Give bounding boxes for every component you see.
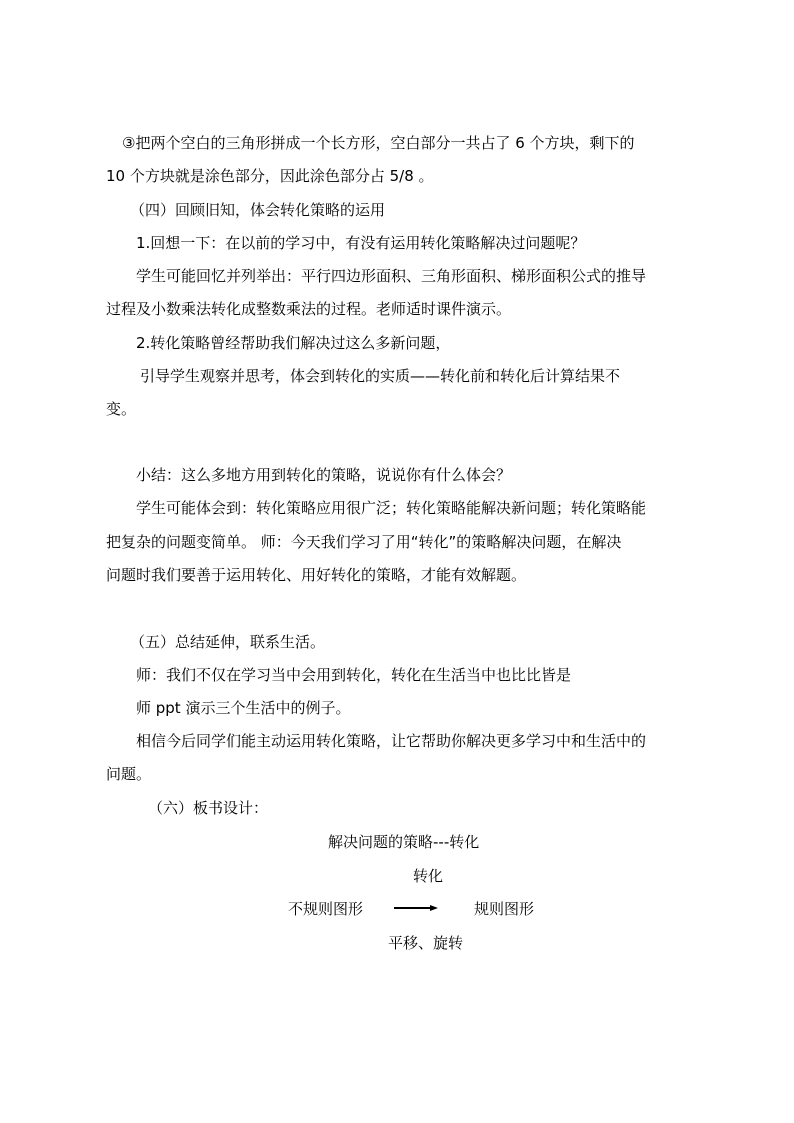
section-heading: （六）板书设计： bbox=[148, 799, 269, 817]
summary-line: 小结：这么多地方用到转化的策略，说说你有什么体会？ bbox=[136, 466, 512, 484]
paragraph-line: 过程及小数乘法转化成整数乘法的过程。老师适时课件演示。 bbox=[106, 300, 512, 318]
paragraph-line: 变。 bbox=[106, 400, 137, 418]
paragraph-line: 10 个方块就是涂色部分，因此涂色部分占 5/8 。 bbox=[106, 167, 434, 185]
board-bottom-label: 平移、旋转 bbox=[388, 934, 464, 952]
paragraph-line: 问题。 bbox=[106, 765, 152, 783]
paragraph-line: ③把两个空白的三角形拼成一个长方形，空白部分一共占了 6 个方块，剩下的 bbox=[122, 134, 635, 152]
paragraph-line: 学生可能体会到：转化策略应用很广泛；转化策略能解决新问题；转化策略能 bbox=[136, 499, 647, 517]
section-heading: （五）总结延伸，联系生活。 bbox=[130, 633, 326, 651]
paragraph-line: 师：我们不仅在学习当中会用到转化，转化在生活当中也比比皆是 bbox=[136, 666, 572, 684]
section-heading: （四）回顾旧知，体会转化策略的运用 bbox=[130, 201, 386, 219]
paragraph-line: 师 ppt 演示三个生活中的例子。 bbox=[136, 699, 351, 717]
board-left-label: 不规则图形 bbox=[288, 900, 364, 918]
board-right-label: 规则图形 bbox=[474, 900, 535, 918]
paragraph-line: 问题时我们要善于运用转化、用好转化的策略，才能有效解题。 bbox=[106, 566, 527, 584]
board-title: 解决问题的策略---转化 bbox=[328, 833, 480, 851]
question-line: 1.回想一下：在以前的学习中，有没有运用转化策略解决过问题呢？ bbox=[136, 234, 586, 252]
question-line: 2.转化策略曾经帮助我们解决过这么多新问题， bbox=[136, 334, 451, 352]
right-arrow-icon bbox=[394, 905, 438, 911]
paragraph-line: 把复杂的问题变简单。 师：今天我们学习了用“转化”的策略解决问题，在解决 bbox=[106, 533, 622, 551]
board-middle-label: 转化 bbox=[413, 867, 444, 885]
paragraph-line: 引导学生观察并思考，体会到转化的实质——转化前和转化后计算结果不 bbox=[140, 367, 621, 385]
paragraph-line: 学生可能回忆并列举出：平行四边形面积、三角形面积、梯形面积公式的推导 bbox=[136, 267, 647, 285]
paragraph-line: 相信今后同学们能主动运用转化策略，让它帮助你解决更多学习中和生活中的 bbox=[136, 732, 647, 750]
